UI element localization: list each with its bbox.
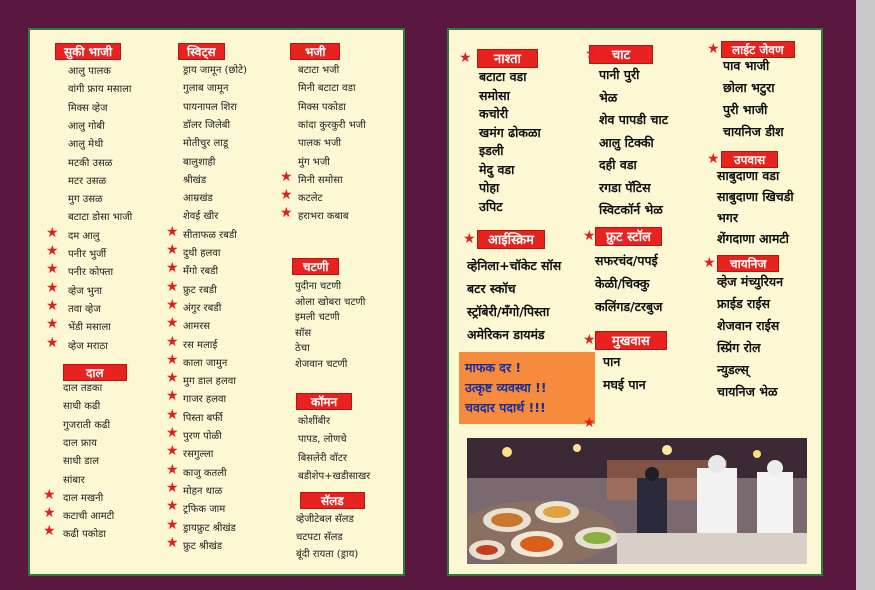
menu-item: व्हेनिला+चॉकेट सॉस	[467, 258, 562, 273]
menu-item: बडीशेप+खडीसाखर	[298, 470, 371, 482]
menu-item: आलु मेथी	[68, 139, 104, 151]
menu-item: आलु गोबी	[68, 120, 105, 132]
menu-item: व्हेजीटेबल सॅलड	[296, 514, 354, 525]
star-icon: ★	[707, 151, 720, 167]
menu-item: गुलाब जामून	[183, 83, 229, 95]
star-icon: ★	[166, 461, 179, 478]
star-icon: ★	[46, 297, 59, 314]
menu-item: मिनी बटाटा वडा	[298, 83, 356, 95]
menu-item: व्हेज मंच्युरियन	[717, 274, 784, 289]
menu-item: भेळ	[599, 89, 618, 105]
menu-item: मिक्स व्हेज	[68, 102, 108, 114]
menu-item: फ्रुट श्रीखंड	[183, 540, 223, 552]
menu-item: सीताफळ रबडी	[183, 229, 237, 241]
menu-item: व्हेज भुना	[68, 285, 102, 297]
menu-item: रसगुल्ला	[183, 449, 214, 461]
menu-item: साबुदाणा खिचडी	[717, 189, 794, 204]
menu-item: कटलेट	[298, 193, 323, 205]
menu-item: पुरी भाजी	[723, 102, 768, 117]
star-icon: ★	[43, 523, 56, 540]
section-header-icecream: आईस्क्रिम	[477, 230, 545, 249]
star-icon: ★	[166, 370, 179, 387]
section-header-upvas: उपवास	[721, 151, 778, 168]
menu-item: डॉलर जिलेबी	[183, 119, 231, 131]
menu-item: बूंदी रायता (ड्राय)	[296, 549, 359, 560]
offer-line-2: उत्कृष्ट व्यवस्था !!	[465, 380, 547, 395]
menu-item: केळी/चिक्कु	[595, 276, 650, 291]
menu-item: कांदा कुरकुरी भजी	[298, 119, 366, 131]
menu-item: साबुदाणा वडा	[717, 168, 780, 183]
menu-item: पोहा	[479, 180, 500, 195]
star-icon: ★	[166, 333, 179, 350]
menu-item: दाल तडका	[63, 383, 103, 394]
menu-item: भगर	[717, 210, 738, 225]
menu-item: आमरस	[183, 321, 211, 333]
menu-item: पुरण पोळी	[183, 431, 222, 442]
menu-item: आम्रखंड	[183, 193, 213, 205]
menu-item: बटर स्कॉच	[467, 281, 516, 296]
menu-item: सांबार	[63, 474, 85, 486]
menu-item: दाल मखनी	[63, 492, 104, 504]
menu-item: सफरचंद/पपई	[595, 253, 658, 268]
menu-item: पाव भाजी	[723, 58, 770, 73]
section-header-bhaji: भजी	[290, 43, 340, 60]
menu-item: श्रीखंड	[183, 174, 207, 186]
section-header-chinese: चायनिज	[717, 255, 779, 272]
star-icon: ★	[166, 534, 179, 551]
star-icon: ★	[166, 516, 179, 533]
menu-item: काला जामुन	[183, 357, 228, 369]
menu-item: शेंगदाणा आमटी	[717, 231, 789, 246]
menu-item: बटाटा भजी	[298, 65, 340, 76]
star-icon: ★	[43, 505, 56, 522]
buffet-photo	[467, 438, 807, 564]
menu-item: आलु पालक	[68, 66, 111, 77]
star-icon: ★	[166, 479, 179, 496]
star-icon: ★	[166, 388, 179, 405]
menu-item: दही वडा	[599, 157, 637, 172]
star-icon: ★	[280, 168, 293, 185]
menu-item: मुग उसळ	[68, 194, 103, 206]
section-header-dal: दाल	[63, 364, 127, 381]
star-icon: ★	[166, 498, 179, 515]
menu-item: कलिंगड/टरबुज	[595, 299, 663, 314]
menu-item: चटपटा सॅलड	[296, 531, 343, 543]
menu-item: चायनिज डीश	[723, 124, 784, 139]
offer-box	[459, 352, 595, 424]
star-icon: ★	[707, 41, 720, 57]
section-header-nashta: नाश्ता	[477, 49, 538, 68]
star-icon: ★	[166, 406, 179, 423]
menu-item: चायनिज भेळ	[717, 384, 778, 399]
menu-item: स्विटकॉर्न भेळ	[599, 202, 663, 217]
menu-item: मोतीचुर लाडू	[183, 138, 229, 150]
star-icon: ★	[583, 415, 596, 431]
menu-item: मँगो रबडी	[183, 266, 219, 278]
star-icon: ★	[280, 187, 293, 204]
section-header-chutney: चटणी	[292, 258, 339, 275]
menu-item: बटाटा वडा	[479, 69, 527, 84]
menu-item: खमंग ढोकळा	[479, 124, 541, 140]
menu-item: पनीर कोफ्ता	[68, 267, 114, 279]
star-icon: ★	[166, 425, 179, 441]
menu-item: पनीर भुर्जी	[68, 249, 107, 260]
menu-item: इडली	[479, 143, 504, 158]
star-icon: ★	[166, 260, 179, 277]
menu-item: ड्राय जामून (छोटे)	[183, 65, 248, 76]
menu-item: शेवई खीर	[183, 211, 219, 223]
menu-item: पान	[603, 354, 621, 369]
star-icon: ★	[46, 243, 59, 259]
menu-item: भेंडी मसाला	[68, 322, 111, 334]
star-icon: ★	[583, 332, 596, 348]
menu-item: मुंग भजी	[298, 156, 330, 168]
scrollbar[interactable]	[856, 0, 875, 590]
menu-item: बालुशाही	[183, 156, 216, 168]
menu-item: मघई पान	[603, 377, 646, 392]
menu-item: आलु टिक्की	[599, 134, 654, 150]
menu-item: पानी पुरी	[599, 67, 640, 82]
menu-item: मोहन थाळ	[183, 485, 223, 497]
star-icon: ★	[703, 255, 716, 271]
star-icon: ★	[166, 242, 179, 258]
menu-item: पायनापल शिरा	[183, 101, 237, 113]
menu-item: दाल फ्राय	[63, 437, 97, 449]
menu-item: मिनी समोसा	[298, 174, 343, 186]
star-icon: ★	[463, 231, 476, 247]
menu-item: मिक्स पकोडा	[298, 101, 346, 113]
star-icon: ★	[46, 279, 59, 296]
menu-item: मटकी उसळ	[68, 157, 113, 169]
menu-item: अमेरिकन डायमंड	[467, 327, 545, 342]
menu-item: व्हेज मराठा	[68, 340, 108, 352]
menu-item: फ्राईड राईस	[717, 296, 770, 311]
section-header-sweets: स्विट्स	[178, 43, 225, 60]
menu-item: पिस्ता बर्फी	[183, 412, 223, 424]
menu-item: मेदु वडा	[479, 161, 515, 177]
offer-line-3: चवदार पदार्थ !!!	[465, 400, 546, 415]
menu-item: पुदीना चटणी	[295, 281, 342, 292]
menu-item: दुधी हलवा	[183, 248, 221, 259]
star-icon: ★	[166, 223, 179, 240]
menu-item: फ्रुट रबडी	[183, 284, 217, 296]
menu-item: ट्रफिक जाम	[183, 504, 226, 516]
offer-line-1: माफक दर !	[465, 360, 522, 375]
star-icon: ★	[166, 296, 179, 313]
section-header-common: कॉमन	[296, 393, 352, 410]
menu-item: काजु कतली	[183, 467, 227, 479]
section-header-chaat: चाट	[589, 45, 653, 64]
star-icon: ★	[280, 205, 293, 222]
star-icon: ★	[46, 334, 59, 351]
star-icon: ★	[166, 278, 179, 295]
menu-item: ओला खोबरा चटणी	[295, 296, 366, 308]
menu-item: शेजवान चटणी	[295, 358, 348, 370]
menu-item: बिसलेरी वॉटर	[298, 452, 347, 464]
menu-panel-left	[28, 28, 405, 576]
menu-item: दम आलु	[68, 230, 100, 242]
star-icon: ★	[166, 315, 179, 332]
menu-item: न्युडल्स्	[717, 362, 749, 377]
star-icon: ★	[585, 46, 598, 62]
menu-item: छोला भटुरा	[723, 80, 775, 95]
section-header-mukhwas: मुखवास	[595, 331, 667, 350]
menu-item: वांगी फ्राय मसाला	[68, 84, 132, 96]
menu-item: समोसा	[479, 87, 510, 103]
menu-item: पालक भजी	[298, 138, 341, 150]
star-icon: ★	[46, 224, 59, 241]
section-header-fruit-stall: फ्रुट स्टॉल	[595, 227, 662, 246]
star-icon: ★	[166, 351, 179, 368]
menu-item: गुजराती कढी	[63, 419, 111, 431]
menu-item: अंगुर रबडी	[183, 302, 222, 314]
star-icon: ★	[46, 261, 59, 278]
menu-item: ड्रायफ्रुट श्रीखंड	[183, 522, 236, 534]
menu-item: पापड, लोणचे	[298, 434, 347, 446]
menu-item: साधी डाल	[63, 456, 99, 468]
menu-item: गाजर हलवा	[183, 394, 227, 406]
menu-item: रस मलाई	[183, 339, 218, 351]
menu-item: कटाची आमटी	[63, 511, 115, 523]
star-icon: ★	[583, 228, 596, 244]
menu-item: कढी पकोडा	[63, 529, 106, 541]
menu-item: स्प्रिंग रोल	[717, 340, 761, 355]
menu-item: हराभरा कबाब	[298, 211, 349, 223]
section-header-suki-bhaji: सुकी भाजी	[55, 43, 121, 60]
menu-item: कचोरी	[479, 106, 509, 121]
star-icon: ★	[43, 486, 56, 503]
menu-item: शेजवान राईस	[717, 318, 780, 333]
menu-item: उपिट	[479, 198, 503, 214]
star-icon: ★	[166, 443, 179, 460]
menu-item: इमली चटणी	[295, 312, 340, 323]
menu-item: ठेचा	[295, 343, 310, 354]
menu-item: स्ट्रॉबेरी/मँगो/पिस्ता	[467, 304, 550, 319]
menu-panel-right	[447, 28, 823, 576]
menu-item: कोशींबीर	[298, 416, 331, 427]
star-icon: ★	[459, 50, 472, 66]
menu-item: बटाटा डोसा भाजी	[68, 212, 133, 224]
menu-item: मुग डाल हलवा	[183, 376, 236, 388]
section-header-light-jevan: लाईट जेवण	[721, 41, 795, 58]
menu-item: तवा व्हेज	[68, 303, 101, 315]
section-header-salad: सॅलड	[300, 492, 365, 509]
menu-item: सॉस	[295, 327, 312, 339]
menu-item: मटर उसळ	[68, 175, 107, 187]
star-icon: ★	[46, 316, 59, 333]
menu-item: साधी कढी	[63, 401, 101, 413]
menu-item: रगडा पॅटिस	[599, 179, 651, 195]
menu-item: शेव पापडी चाट	[599, 112, 668, 127]
